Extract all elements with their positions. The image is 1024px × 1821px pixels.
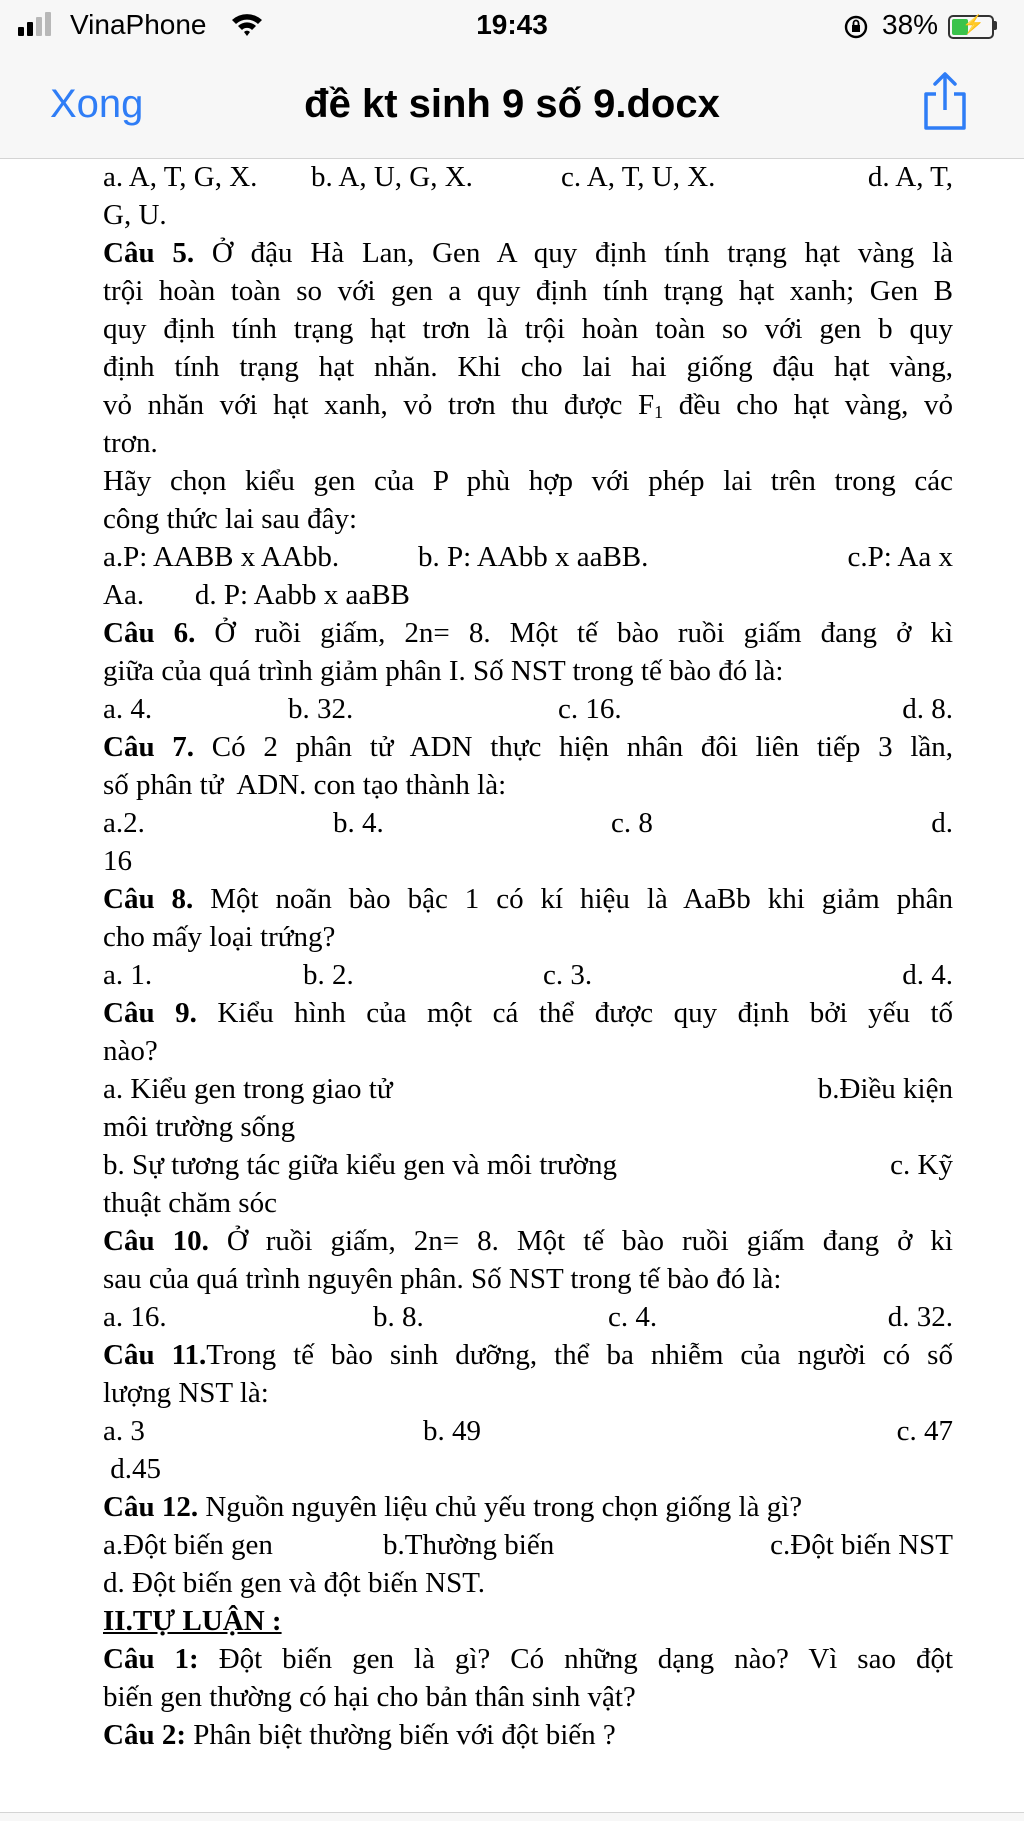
text-line: Hãy chọn kiểu gen của P phù hợp với phép lai trên trong các [103,465,953,497]
question-line [103,1336,953,1374]
answer-option: c.P: Aa x [847,541,953,573]
text-line: số phân tử ADN. con tạo thành là: [103,769,507,801]
clock: 19:43 [476,9,548,40]
document-body [103,158,953,1754]
question-line [103,1222,953,1260]
answer-option: a. Kiểu gen trong giao tử [103,1073,393,1105]
answer-option: a. 3 [103,1415,145,1447]
text-line: trội hoàn toàn so với gen a quy định tính trạng hạt xanh; Gen B [103,275,953,307]
text-fragment: vỏ nhăn với hạt xanh, vỏ trơn thu được F [103,389,655,421]
question-line [103,994,953,1032]
text-line: môi trường sống [103,1111,296,1143]
question-line [103,234,953,272]
answer-option: b. P: AAbb x aaBB. [418,541,649,573]
answer-option: b. 2. [303,959,354,991]
question-number: Câu 2: [103,1719,186,1751]
question-text: Ở ruồi giấm, 2n= 8. Một tế bào ruồi giấm đang ở kì [208,1225,953,1257]
answer-option: a.2. [103,807,145,839]
question-text: Có 2 phân tử ADN thực hiện nhân đôi liên tiếp 3 lần, [194,731,953,763]
answer-option: a. 4. [103,693,153,725]
answer-options-row [103,804,953,842]
question-line [103,1488,953,1526]
answer-option: d. [931,807,953,839]
answer-options-row [103,158,953,196]
answer-option: d. 32. [887,1301,953,1333]
text-line: nào? [103,1035,158,1067]
text-line [103,386,953,424]
question-text: Kiểu hình của một cá thể được quy định bởi yếu tố [196,997,953,1029]
answer-option: b. Sự tương tác giữa kiểu gen và môi trường [103,1149,617,1181]
document-title: đề kt sinh 9 số 9.docx [304,82,720,126]
question-line [103,728,953,766]
answer-option: a.Đột biến gen [103,1529,273,1561]
text-line: quy định tính trạng hạt trơn là trội hoàn toàn so với gen b quy [103,313,953,345]
text-line: cho mấy loại trứng? [103,921,336,953]
answer-option: c. 4. [608,1301,658,1333]
question-text: Phân biệt thường biến với đột biến ? [185,1719,616,1751]
rotation-lock-icon [843,14,869,40]
question-text: Đột biến gen là gì? Có những dạng nào? Vì sao đột [198,1643,953,1675]
question-line [103,1640,953,1678]
question-text: Nguồn nguyên liệu chủ yếu trong chọn giống là gì? [198,1491,803,1523]
answer-option: c. 3. [543,959,593,991]
carrier-name: VinaPhone [70,9,207,40]
question-line [103,880,953,918]
text-line: lượng NST là: [103,1377,269,1409]
answer-options-row [103,956,953,994]
answer-option: b.Thường biến [383,1529,555,1561]
answer-option: c. A, T, U, X. [561,161,716,193]
text-line: G, U. [103,199,167,231]
share-icon[interactable] [918,70,972,132]
answer-option: b. 4. [333,807,384,839]
text-line: định tính trạng hạt nhăn. Khi cho lai hai giống đậu hạt vàng, [103,351,953,383]
answer-options-row [103,1526,953,1564]
section-heading [103,1602,953,1640]
question-number: Câu 11. [103,1339,207,1371]
answer-options-row [103,1412,953,1450]
navigation-bar [0,60,1024,152]
answer-option: b. 32. [288,693,354,725]
text-line: biến gen thường có hại cho bản thân sinh vật? [103,1681,636,1713]
question-number: Câu 7. [103,731,195,763]
question-number: Câu 9. [103,997,197,1029]
answer-options-row [103,1298,953,1336]
top-bar [0,0,1024,159]
question-number: Câu 8. [103,883,194,915]
answer-option: c. 16. [558,693,622,725]
answer-option: c. 8 [611,807,653,839]
battery-percent: 38% [882,9,939,40]
text-line: giữa của quá trình giảm phân I. Số NST trong tế bào đó là: [103,655,784,687]
answer-option: c.Đột biến NST [770,1529,953,1561]
text-line: d. Đột biến gen và đột biến NST. [103,1567,486,1599]
battery-tip [994,21,997,30]
question-number: Câu 10. [103,1225,209,1257]
answer-options-row [103,690,953,728]
question-text: Ở đậu Hà Lan, Gen A quy định tính trạng hạt vàng là [194,237,953,269]
question-number: Câu 1: [103,1643,199,1675]
text-line: công thức lai sau đây: [103,503,358,535]
answer-option: d. A, T, [867,161,953,193]
text-line: thuật chăm sóc [103,1187,277,1219]
answer-option: d. 8. [902,693,953,725]
question-line [103,1716,953,1754]
text-line: trơn. [103,427,158,459]
answer-option: d. 4. [902,959,953,991]
answer-options-row [103,1146,953,1184]
done-button[interactable]: Xong [50,82,144,126]
battery-icon: ⚡ [948,15,994,39]
question-text: Một noãn bào bậc 1 có kí hiệu là AaBb khi giảm phân [193,883,953,915]
text-line: sau của quá trình nguyên phân. Số NST trong tế bào đó là: [103,1263,782,1295]
question-text: Trong tế bào sinh dưỡng, thể ba nhiễm của người có số [206,1339,953,1371]
answer-option: b. 8. [373,1301,424,1333]
section-heading-text: II.TỰ LUẬN : [103,1605,282,1637]
answer-options-row [103,1070,953,1108]
answer-options-row [103,538,953,576]
question-line [103,614,953,652]
answer-option: a. 16. [103,1301,167,1333]
text-line: Aa. d. P: Aabb x aaBB [103,579,410,611]
question-number: Câu 6. [103,617,196,649]
text-line: d.45 [103,1453,161,1485]
answer-option: a. 1. [103,959,153,991]
subscript: 1 [654,402,664,422]
answer-option: b. A, U, G, X. [311,161,473,193]
text-line: 16 [103,845,132,877]
answer-option: b. 49 [423,1415,481,1447]
text-fragment: đều cho hạt vàng, vỏ [663,389,953,421]
answer-option: a. A, T, G, X. [103,161,258,193]
answer-option: c. Kỹ [890,1149,953,1181]
answer-option: c. 47 [896,1415,953,1447]
answer-option: a.P: AABB x AAbb. [103,541,340,573]
status-bar [0,0,1024,52]
question-text: Ở ruồi giấm, 2n= 8. Một tế bào ruồi giấm đang ở kì [195,617,953,649]
question-number: Câu 5. [103,237,195,269]
question-number: Câu 12. [103,1491,199,1523]
answer-option: b.Điều kiện [817,1073,953,1105]
